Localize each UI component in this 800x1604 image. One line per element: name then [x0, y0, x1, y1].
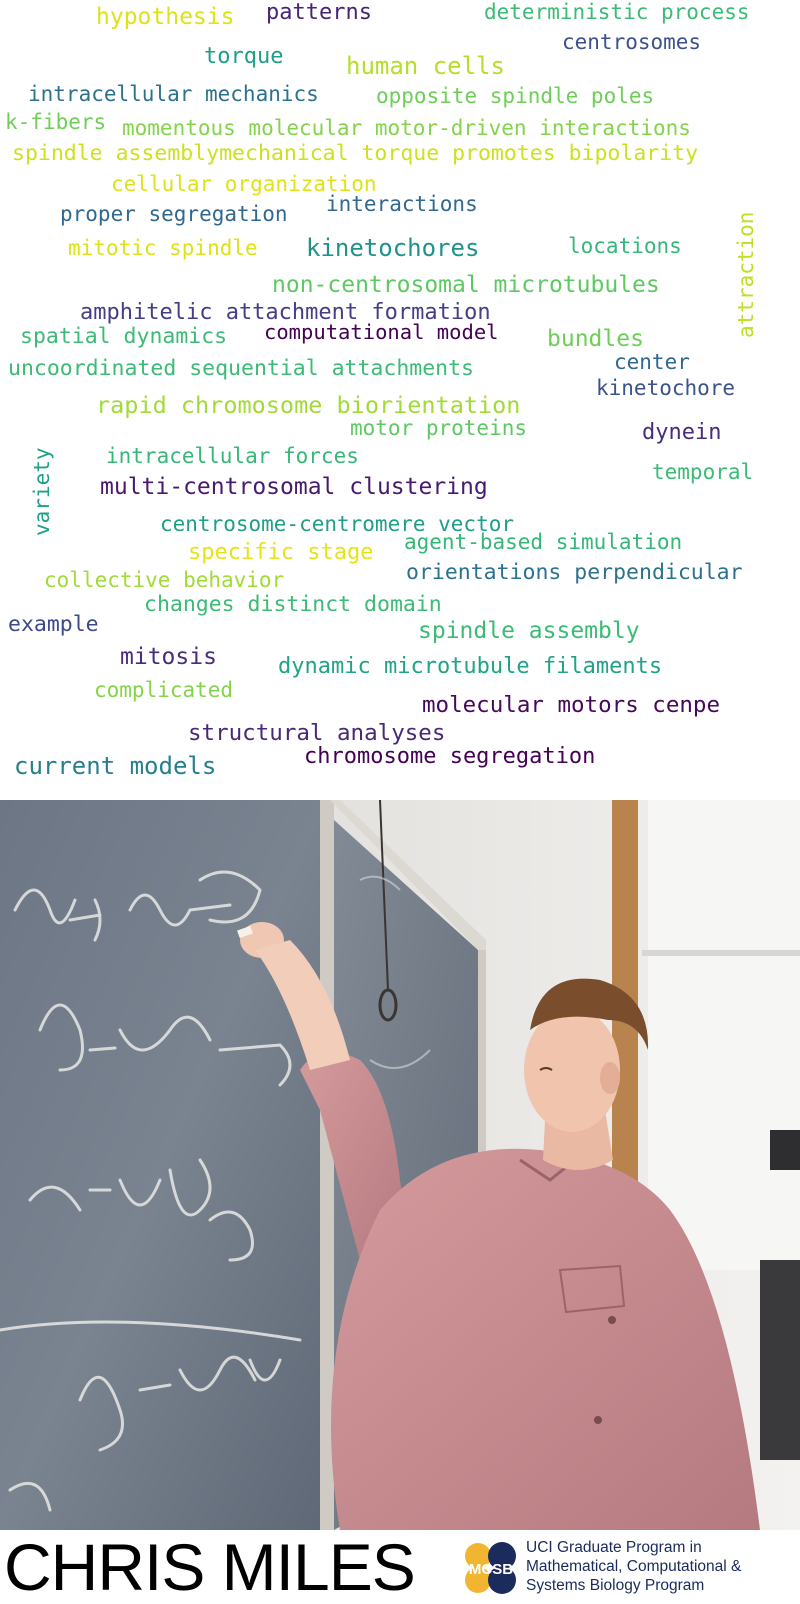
- program-line: Mathematical, Computational &: [526, 1558, 742, 1575]
- cloud-word: intracellular forces: [106, 444, 359, 468]
- cloud-word: variety: [30, 447, 54, 536]
- program-name: [526, 1538, 741, 1595]
- cloud-word: motor proteins: [350, 416, 528, 440]
- cloud-word: k-fibers: [5, 110, 107, 134]
- cloud-word: structural analyses: [188, 720, 446, 746]
- cloud-word: patterns: [266, 0, 372, 25]
- cloud-word: torque: [204, 44, 284, 69]
- program-line: UCI Graduate Program in: [526, 1539, 702, 1556]
- cloud-word: mitosis: [120, 644, 217, 670]
- cloud-word: current models: [14, 752, 217, 780]
- cloud-word: momentous molecular motor-driven interactions: [122, 116, 691, 140]
- cloud-word: specific stage: [188, 540, 374, 565]
- cloud-word: collective behavior: [44, 568, 285, 592]
- cloud-word: proper segregation: [60, 202, 288, 226]
- cloud-word: centrosome-centromere vector: [160, 512, 515, 536]
- cloud-word: dynein: [642, 420, 722, 445]
- cloud-word: amphitelic attachment formation: [80, 300, 491, 325]
- logo-letters: MCSB: [468, 1561, 514, 1578]
- cloud-word: bundles: [547, 326, 644, 352]
- word-cloud: [0, 0, 800, 800]
- footer: [0, 1530, 800, 1604]
- cloud-word: cellular organization: [111, 172, 377, 196]
- cloud-word: multi-centrosomal clustering: [100, 474, 488, 500]
- cloud-word: computational model: [264, 320, 499, 344]
- cloud-word: attraction: [734, 211, 758, 338]
- cloud-word: hypothesis: [96, 4, 235, 30]
- cloud-word: agent-based simulation: [404, 530, 683, 554]
- person-name: CHRIS MILES: [4, 1530, 415, 1604]
- cloud-word: center: [614, 350, 690, 374]
- cloud-word: opposite spindle poles: [376, 84, 655, 108]
- cloud-word: changes distinct domain: [144, 592, 442, 617]
- cloud-word: locations: [568, 234, 682, 258]
- chalkboard-photo: [0, 800, 800, 1530]
- program-line: Systems Biology Program: [526, 1577, 705, 1594]
- photo-illustration: [0, 800, 800, 1530]
- cloud-word: molecular motors cenpe: [422, 692, 721, 718]
- cloud-word: mitotic spindle: [68, 236, 258, 260]
- cloud-word: centrosomes: [562, 30, 702, 54]
- cloud-word: deterministic process: [484, 0, 750, 24]
- cloud-word: orientations perpendicular: [406, 560, 743, 585]
- cloud-word: dynamic microtubule filaments: [278, 654, 663, 679]
- cloud-word: non-centrosomal microtubules: [272, 272, 660, 298]
- cloud-word: human cells: [346, 52, 505, 80]
- cloud-word: chromosome segregation: [304, 744, 596, 769]
- cloud-word: example: [8, 612, 99, 637]
- window: [648, 800, 800, 1270]
- cloud-word: uncoordinated sequential attachments: [8, 356, 474, 381]
- cloud-word: rapid chromosome biorientation: [96, 391, 521, 419]
- cloud-word: spatial dynamics: [20, 324, 228, 349]
- cloud-word: kinetochore: [596, 376, 736, 400]
- cloud-word: temporal: [652, 460, 754, 484]
- cloud-word: intracellular mechanics: [28, 82, 319, 106]
- cloud-word: spindle assembly: [418, 618, 640, 644]
- cloud-word: complicated: [94, 678, 234, 702]
- cloud-word: spindle assemblymechanical torque promotes bipolarity: [12, 141, 699, 166]
- cloud-word: kinetochores: [306, 234, 480, 262]
- cloud-word: interactions: [326, 192, 478, 216]
- mcsb-logo-icon: [458, 1534, 524, 1600]
